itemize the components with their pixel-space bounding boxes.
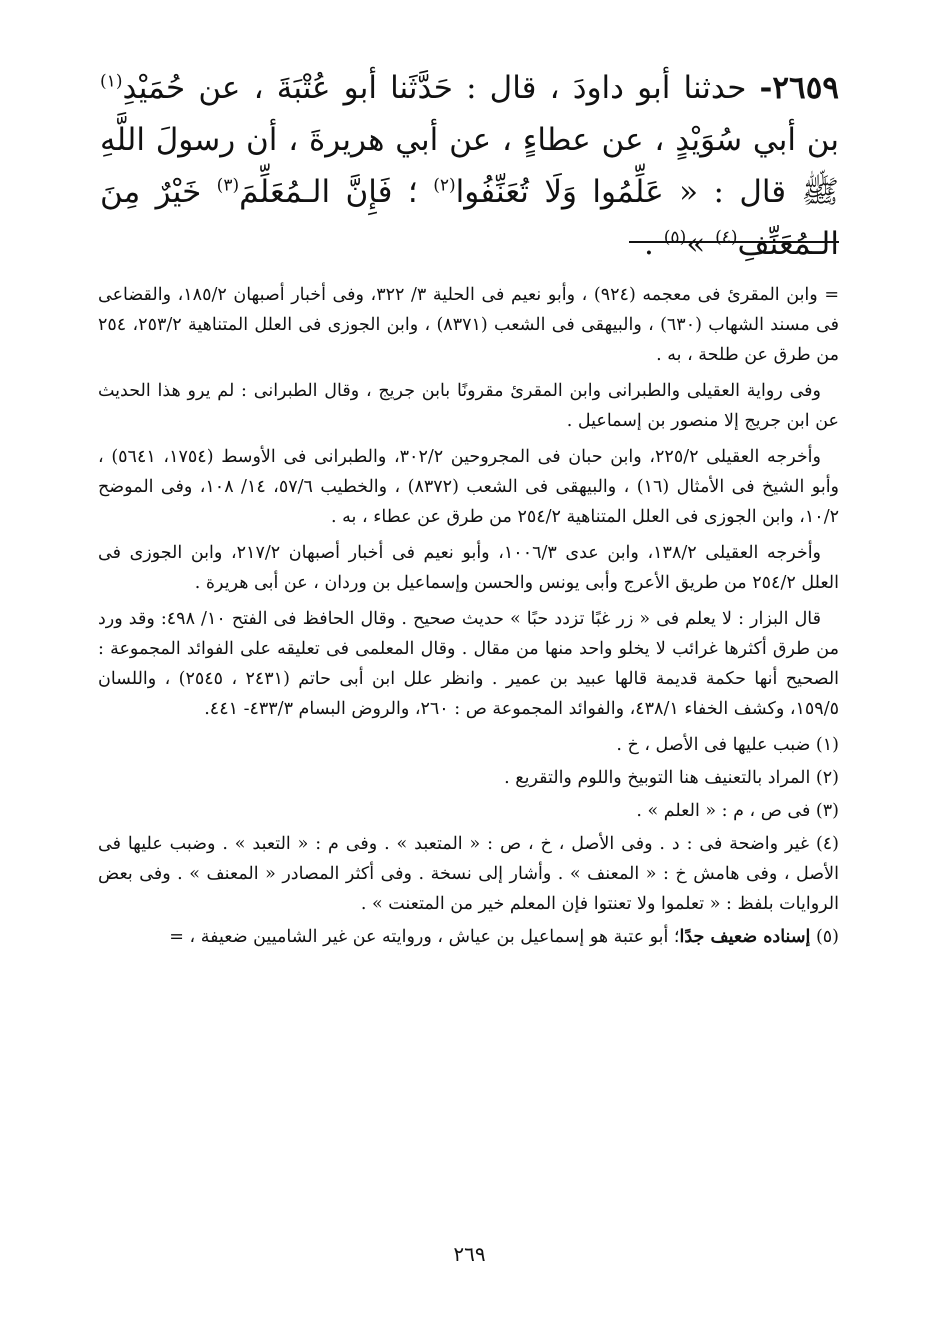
footnote-ref-1: (١) — [100, 71, 123, 92]
footnote-ref-2: (٢) — [433, 175, 456, 196]
page-number: ٢٦٩ — [453, 1242, 486, 1266]
footnote-5 — [98, 922, 839, 952]
hadith-close: » — [686, 226, 706, 262]
note-paragraph-4: وأخرجه العقيلى ١٣٨/٢، وابن عدى ١٠٠٦/٣، وأبو نعيم فى أخبار أصبهان ٢١٧/٢، وابن الجوزى فى العلل ٢٥٤/٢ من طريق الأعرج وأبى يونس والحسن وإسماعيل بن وردان ، عن أبى هريرة . — [98, 543, 839, 593]
note-paragraph-3: وأخرجه العقيلى ٢٢٥/٢، وابن حبان فى المجروحين ٣٠٢/٢، والطبرانى فى الأوسط (١٧٥٤، ٥٦٤١) ، وأبو الشيخ فى الأمثال (١٦) ، والبيهقى فى الشعب (٨٣٧٢) ، والخطيب ٥٧/٦، ١٤/ ١٠٨، وفى الموضح ١٠/٢، وابن الجوزى فى العلل المتناهية ٢٥٤/٢ من طرق عن عطاء ، به . — [98, 447, 840, 527]
hadith-mid: ؛ فَإِنَّ الـمُعَلِّمَ — [239, 174, 418, 210]
hadith-end: خَيْرٌ مِنَ الـمُعَنِّفِ — [100, 174, 839, 262]
hadith-intro: حدثنا أبو داودَ ، قال : حَدَّثَنا أبو عُتْبَةَ ، عن حُمَيْدِ — [122, 70, 747, 106]
footnote-5-verdict: إسناده ضعيف جدًا — [679, 927, 811, 947]
footnote-3: (٣) فى ص ، م : « العلم » . — [636, 801, 839, 821]
hadith-number: ٢٦٥٩- — [759, 70, 840, 106]
footnotes — [98, 280, 839, 955]
note-paragraph-5: قال البزار : لا يعلم فى « زر غبًا تزدد حبًا » حديث صحيح . وقال الحافظ فى الفتح ١٠/ ٤٩٨: وقد ورد من طرق أكثرها غرائب لا يخلو واحد منها من مقال . وقال المعلمى فى تعليقه على الفوائد المجموعة : الصحيح أنها حكمة قديمة قالها عبيد بن عمير . وانظر علل ابن أبى حاتم (٢٤٣١ ، ٢٥٤٥) ، واللسان ١٥٩/٥، وكشف الخفاء ٤٣٨/١، والفوائد المجموعة ص : ٢٦٠، والروض البسام ٤٣٣/٣- ٤٤١. — [98, 609, 840, 719]
footnote-4: (٤) غير واضحة فى : د . وفى الأصل ، خ ، ص : « المتعبد » . وفى م : « التعبد » . وضبب عليها فى الأصل ، وفى هامش خ : « المعنف » . وأشار إلى نسخة . وفى أكثر المصادر « المعنف » . وفى بعض الروايات بلفظ : « تعلموا ولا تعنتوا فإن المعلم خير من المتعنت » . — [98, 834, 839, 914]
hadith-chain: بن أبي سُوَيْدٍ ، عن عطاءٍ ، عن أبي هريرةَ ، أن رسولَ اللَّهِ ﷺ قال : « عَلِّمُوا وَلَا تُعَنِّفُوا — [100, 122, 839, 210]
footnote-separator — [629, 241, 839, 243]
footnote-5-text: ؛ أبو عتبة هو إسماعيل بن عياش ، وروايته عن غير الشاميين ضعيفة ، = — [169, 927, 680, 947]
note-continuation: = وابن المقرئ فى معجمه (٩٢٤) ، وأبو نعيم فى الحلية ٣/ ٣٢٢، وفى أخبار أصبهان ١٨٥/٢، والقضاعى فى مسند الشهاب (٦٣٠) ، والبيهقى فى الشعب (٨٣٧١) ، وابن الجوزى فى العلل المتناهية ٢٥٣/٢، ٢٥٤ من طرق عن طلحة ، به . — [98, 285, 840, 365]
footnote-5-label: (٥) — [815, 927, 839, 947]
footnote-ref-4: (٤) — [715, 227, 738, 248]
footnote-2: (٢) المراد بالتعنيف هنا التوبيخ واللوم والتقريع . — [504, 768, 839, 788]
footnote-ref-3: (٣) — [216, 175, 240, 196]
note-paragraph-2: وفى رواية العقيلى والطبرانى وابن المقرئ مقرونًا بابن جريج ، وقال الطبرانى : لم يرو هذا الحديث عن ابن جريج إلا منصور بن إسماعيل . — [98, 381, 839, 431]
footnote-1: (١) ضبب عليها فى الأصل ، خ . — [616, 735, 839, 755]
hadith-period: . — [644, 226, 654, 262]
footnote-ref-5: (٥) — [663, 227, 687, 248]
hadith-text — [100, 62, 839, 270]
